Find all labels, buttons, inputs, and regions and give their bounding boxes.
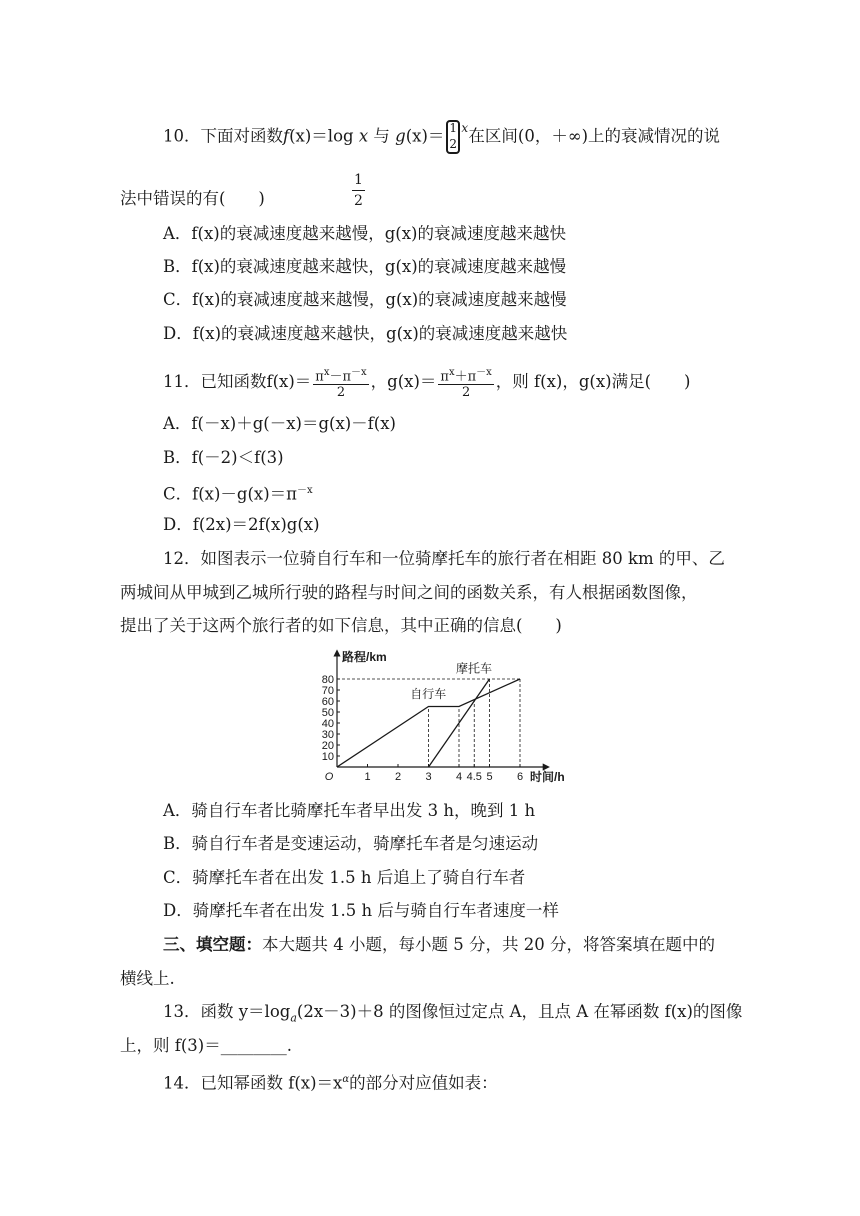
q11-option-b: B．f(－2)＜f(3) [163,448,284,467]
q10-line1: 10．下面对函数f(x)＝log x 与 g(x)＝ 1 2 x 在区间(0，＋∞)上的衰减情况的说 [163,120,720,154]
f-fraction: $\frac{\pi^x-\pi^{-x}}{2}$ [315,367,367,401]
x-tick-label-4.5: 4.5 [466,771,482,783]
g-fraction: $\frac{\pi^x+\pi^{-x}}{2}$ [440,367,492,401]
series-label-motorcycle: 摩托车 [455,661,492,676]
y-tick-label-80: 80 [321,674,334,686]
q10-option-d: D．f(x)的衰减速度越来越快，g(x)的衰减速度越来越快 [163,324,568,343]
q13-line2: 上，则 f(3)＝________. [120,1036,292,1055]
y-axis-label: 路程/km [342,650,387,664]
q10-option-a: A．f(x)的衰减速度越来越慢，g(x)的衰减速度越来越快 [163,224,566,243]
y-tick-label-40: 40 [321,718,334,730]
q12-line2: 两城间从甲城到乙城所行驶的路程与时间之间的函数关系，有人根据函数图像， [120,583,698,602]
q11-option-d: D．f(2x)＝2f(x)g(x) [163,515,320,534]
distance-time-chart [300,647,580,789]
y-tick-label-30: 30 [321,729,334,741]
q11-stem: 11．已知函数f(x)＝ $\frac{\pi^x-\pi^{-x}}{2}$ ，g(x)＝ $\frac{\pi^x+\pi^{-x}}{2}$ ，则 f(x)，g(x)满足( ) [163,367,691,401]
q12-option-a: A．骑自行车者比骑摩托车者早出发 3 h，晚到 1 h [163,801,536,820]
y-tick-label-20: 20 [321,740,334,752]
q12-option-d: D．骑摩托车者在出发 1.5 h 后与骑自行车者速度一样 [163,901,559,920]
y-tick-label-10: 10 [321,751,334,763]
x-tick-label-2: 2 [394,771,402,783]
x-tick-label-1: 1 [364,771,371,783]
q10-option-b: B．f(x)的衰减速度越来越快，g(x)的衰减速度越来越慢 [163,257,567,276]
q12-option-b: B．骑自行车者是变速运动，骑摩托车者是匀速运动 [163,834,539,853]
y-tick-label-60: 60 [321,696,334,708]
section3-heading: 三、填空题：本大题共 4 小题，每小题 5 分，共 20 分，将答案填在题中的 [163,935,715,954]
q14-line: 14．已知幂函数 $f(x)=x^\alpha$的部分对应值如表： [163,1073,498,1093]
half-power-x: 1 2 x [446,120,466,154]
q11-option-a: A．f(－x)＋g(－x)＝g(x)－f(x) [163,414,396,433]
series-label-bicycle: 自行车 [410,686,447,701]
x-tick-label-5: 5 [486,771,493,783]
q11-option-c: C．$f(x)-g(x)=\pi^{-x}$ [163,484,313,504]
q10-option-c: C．f(x)的衰减速度越来越慢，g(x)的衰减速度越来越慢 [163,290,567,309]
q10-line2: 法中错误的有( ) [120,189,265,208]
q12-line3: 提出了关于这两个旅行者的如下信息，其中正确的信息( ) [120,616,562,635]
y-tick-label-70: 70 [321,685,334,697]
x-tick-label-3: 3 [425,771,432,783]
q13-line1: 13．函数 $y=\log_a(2x-3)+8$ 的图像恒过定点 A，且点 A 在幂函数 f(x)的图像 [163,1002,743,1025]
q12-line1: 12．如图表示一位骑自行车和一位骑摩托车的旅行者在相距 80 km 的甲、乙 [163,549,725,568]
origin-label: O [324,771,334,783]
x-axis-label: 时间/h [530,770,565,784]
y-tick-label-50: 50 [321,707,334,719]
x-tick-label-6: 6 [516,771,524,783]
q12-option-c: C．骑摩托车者在出发 1.5 h 后追上了骑自行车者 [163,868,526,887]
x-tick-label-4: 4 [455,771,463,783]
log-base-half: $\frac{1}{2}$ [354,172,363,209]
section3-line2: 横线上. [120,969,175,988]
